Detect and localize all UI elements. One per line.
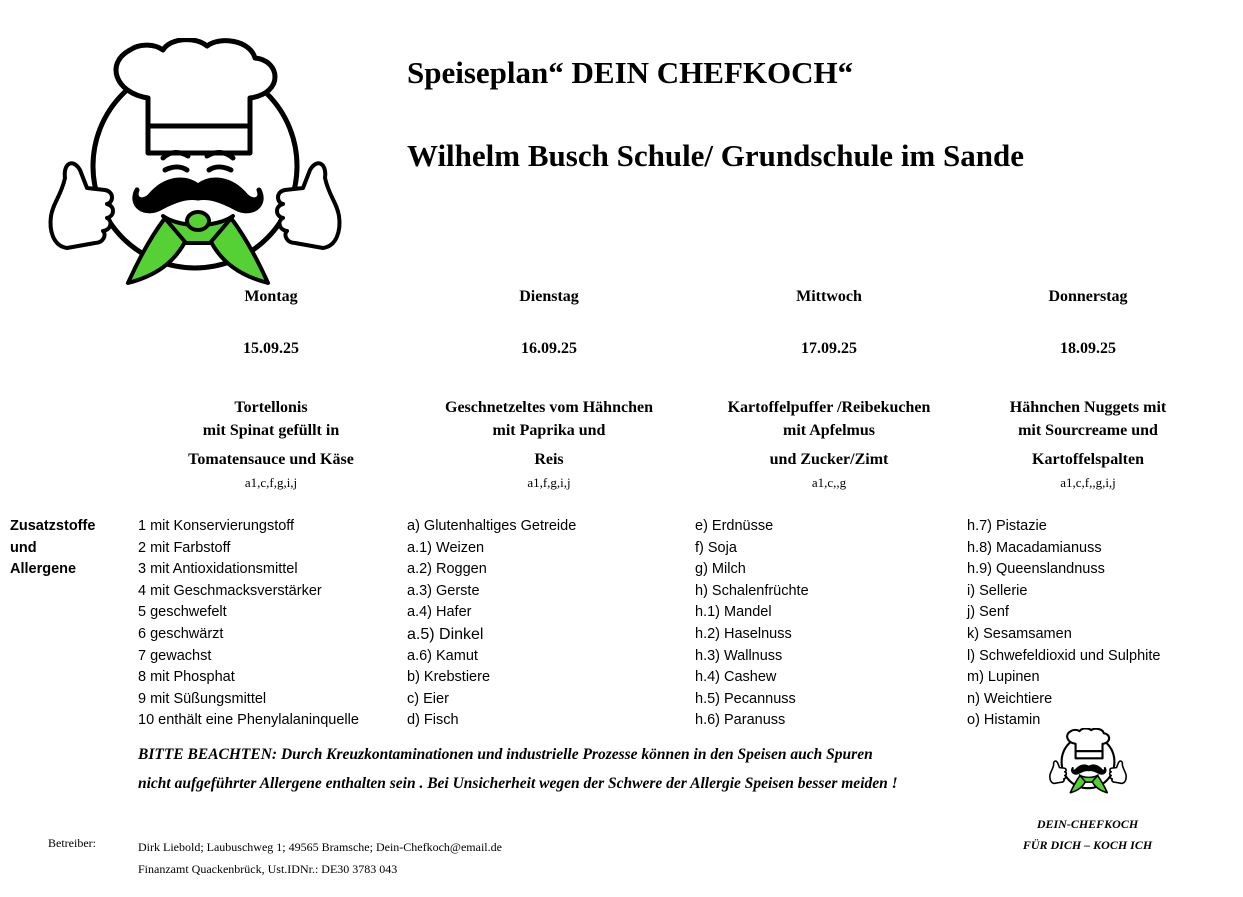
day-date-monday: 15.09.25	[243, 340, 299, 357]
allergens-list-1	[407, 516, 576, 732]
meal-line: Kartoffelpuffer /Reibekuchen	[727, 399, 931, 416]
legend-heading	[10, 516, 95, 581]
list-item: i) Sellerie	[967, 582, 1028, 599]
list-item: 4 mit Geschmacksverstärker	[138, 582, 322, 599]
meal-line: mit Paprika und	[492, 422, 606, 439]
list-item: a.3) Gerste	[407, 582, 480, 599]
additives-list	[138, 516, 359, 732]
day-name-monday: Montag	[244, 288, 298, 305]
list-item: 2 mit Farbstoff	[138, 539, 231, 556]
list-item: 7 gewachst	[138, 647, 212, 664]
list-item: d) Fisch	[407, 712, 459, 729]
list-item: g) Milch	[695, 561, 746, 578]
meal-line: mit Sourcreame und	[1018, 422, 1158, 439]
list-item: h.4) Cashew	[695, 669, 777, 686]
day-date-tuesday: 16.09.25	[521, 340, 577, 357]
list-item: h.8) Macadamianuss	[967, 539, 1102, 556]
allergens-list-3	[967, 516, 1160, 732]
notice-line: BITTE BEACHTEN: Durch Kreuzkontaminationen und industrielle Prozesse können in den Speisen auch Spuren	[138, 746, 873, 763]
allergen-codes-tuesday: a1,f,g,i,j	[527, 475, 571, 490]
list-item: e) Erdnüsse	[695, 518, 774, 534]
meal-wednesday	[694, 396, 964, 471]
meal-line: Geschnetzeltes vom Hähnchen	[445, 399, 653, 416]
day-name-tuesday: Dienstag	[519, 288, 579, 305]
list-item: a.1) Weizen	[407, 539, 485, 556]
list-item: o) Histamin	[967, 712, 1041, 729]
list-item: j) Senf	[967, 604, 1009, 621]
page-title: Speiseplan“ DEIN CHEFKOCH“	[407, 55, 854, 90]
list-item: f) Soja	[695, 539, 737, 556]
operator-label: Betreiber:	[48, 836, 96, 850]
meal-line: Tomatensauce und Käse	[188, 451, 354, 468]
meal-line: mit Apfelmus	[783, 422, 875, 439]
list-item: b) Krebstiere	[407, 669, 491, 686]
list-item: k) Sesamsamen	[967, 625, 1072, 642]
list-item: 1 mit Konservierungstoff	[138, 518, 295, 534]
allergens-list-2	[695, 516, 809, 732]
operator-address: Dirk Liebold; Laubuschweg 1; 49565 Bramsche; Dein-Chefkoch@email.de	[138, 840, 502, 854]
list-item: l) Schwefeldioxid und Sulphite	[967, 647, 1161, 664]
school-name: Wilhelm Busch Schule/ Grundschule im Sande	[407, 138, 1024, 173]
list-item: a.6) Kamut	[407, 647, 478, 664]
list-item: h.9) Queenslandnuss	[967, 561, 1105, 578]
list-item: 8 mit Phosphat	[138, 669, 235, 686]
meal-line: Reis	[534, 451, 564, 468]
brand-tagline: FÜR DICH – KOCH ICH	[1022, 838, 1153, 852]
allergen-codes-monday: a1,c,f,g,i,j	[244, 475, 298, 490]
list-item: h.2) Haselnuss	[695, 625, 792, 642]
list-item: h.5) Pecannuss	[695, 690, 796, 707]
meal-tuesday	[414, 396, 684, 471]
day-date-thursday: 18.09.25	[1060, 340, 1116, 357]
list-item: a) Glutenhaltiges Getreide	[407, 518, 577, 534]
list-item: h.1) Mandel	[695, 604, 772, 621]
meal-line: Hähnchen Nuggets mit	[1009, 399, 1167, 416]
list-item: 3 mit Antioxidationsmittel	[138, 561, 298, 578]
list-item: a.4) Hafer	[407, 604, 472, 621]
meal-line: Kartoffelspalten	[1032, 451, 1144, 468]
chef-logo-small-icon	[1045, 728, 1131, 794]
allergen-codes-thursday: a1,c,f,,g,i,j	[1060, 475, 1116, 490]
list-item: 9 mit Süßungsmittel	[138, 690, 267, 707]
list-item: h.7) Pistazie	[967, 518, 1047, 534]
legend-heading-line: Zusatzstoffe	[10, 518, 96, 534]
allergy-notice	[138, 740, 898, 798]
list-item: m) Lupinen	[967, 669, 1040, 686]
notice-line: nicht aufgeführter Allergene enthalten sein . Bei Unsicherheit wegen der Schwere der Allergie Speisen besser meiden !	[138, 775, 898, 792]
list-item: c) Eier	[407, 690, 449, 707]
allergen-codes-wednesday: a1,c,,g	[811, 475, 847, 490]
legend-heading-line: und	[10, 539, 37, 556]
day-name-wednesday: Mittwoch	[796, 288, 862, 305]
list-item: 6 geschwärzt	[138, 625, 224, 642]
list-item: h) Schalenfrüchte	[695, 582, 809, 599]
meal-line: und Zucker/Zimt	[769, 451, 889, 468]
operator-details	[138, 836, 502, 880]
chef-logo-icon	[45, 38, 345, 288]
meal-line: mit Spinat gefüllt in	[202, 422, 340, 439]
list-item: h.6) Paranuss	[695, 712, 786, 729]
meal-monday	[136, 396, 406, 471]
list-item: 10 enthält eine Phenylalaninquelle	[138, 712, 359, 729]
day-date-wednesday: 17.09.25	[801, 340, 857, 357]
list-item: a.2) Roggen	[407, 561, 487, 578]
meal-line: Tortellonis	[234, 399, 308, 416]
list-item: 5 geschwefelt	[138, 604, 227, 621]
legend-heading-line: Allergene	[10, 561, 77, 578]
operator-tax-id: Finanzamt Quackenbrück, Ust.IDNr.: DE30 3783 043	[138, 862, 398, 876]
meal-thursday	[953, 396, 1223, 471]
brand-slogan	[1000, 814, 1175, 856]
list-item: h.3) Wallnuss	[695, 647, 783, 664]
brand-name: DEIN-CHEFKOCH	[1036, 817, 1139, 831]
list-item: n) Weichtiere	[967, 690, 1053, 707]
list-item: a.5) Dinkel	[407, 625, 484, 643]
day-name-thursday: Donnerstag	[1048, 288, 1128, 305]
